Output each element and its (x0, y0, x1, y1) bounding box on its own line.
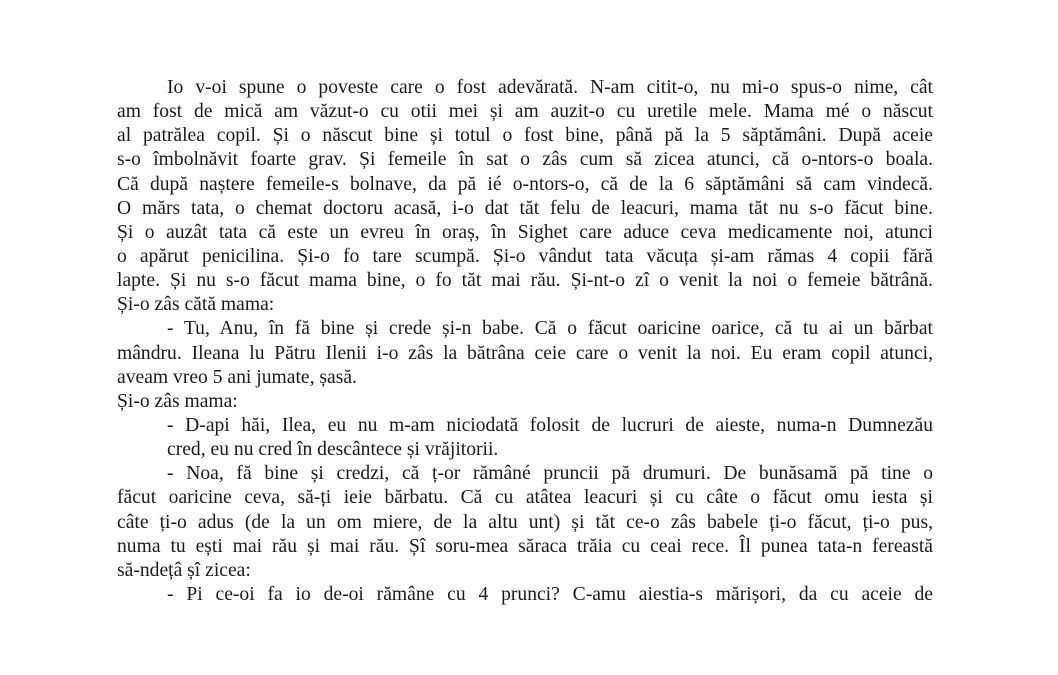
text-line: - Pi ce-oi fa io de-oi rămâne cu 4 prunci? C-amu aiestia-s mărișori, da cu aceie de (167, 583, 933, 605)
text-line: Că după naștere femeile-s bolnave, da pă ié o-ntors-o, că de la 6 săptămâni să cam vindecă. (117, 173, 933, 195)
text-line: numa tu ești mai rău și mai rău. Șî soru-mea săraca trăia cu ceai rece. Îl punea tata-n fereastă (117, 535, 933, 557)
text-line: s-o îmbolnăvit foarte grav. Și femeile în sat o zâs cum să zicea atunci, că o-ntors-o boala. (117, 149, 933, 171)
text-line: Și-o zâs mama: (117, 390, 238, 412)
text-line: să-ndețâ șî zicea: (117, 559, 251, 581)
text-line: o apărut penicilina. Și-o fo tare scumpă. Și-o vândut tata văcuța și-am rămas 4 copii fără (117, 245, 933, 267)
text-line: mândru. Ileana lu Pătru Ilenii i-o zâs la bătrâna ceie care o venit la noi. Eu eram copil atunci, (117, 342, 933, 364)
text-line: făcut oaricine ceva, să-ți ieie bărbatu. Că cu atâtea leacuri și cu câte o făcut omu iesta și (117, 487, 933, 509)
text-line: al patrălea copil. Și o născut bine și totul o fost bine, până pă la 5 săptămâni. După aceie (117, 125, 933, 147)
text-line: - D-api hăi, Ilea, eu nu m-am niciodată folosit de lucruri de aieste, numa-n Dumnezău (167, 414, 933, 436)
text-line: cred, eu nu cred în descântece și vrăjitorii. (167, 439, 499, 461)
text-line: O mărs tata, o chemat doctoru acasă, i-o dat tăt felu de leacuri, mama tăt nu s-o făcut bine. (117, 197, 933, 219)
text-line: Și o auzât tata că este un evreu în oraș, în Sighet care aduce ceva medicamente noi, atunci (117, 221, 933, 243)
text-line: Io v-oi spune o poveste care o fost adevărată. N-am citit-o, nu mi-o spus-o nime, cât (167, 77, 933, 98)
text-line: câte ți-o adus (de la un om miere, de la altu unt) și tăt ce-o zâs babele ți-o făcut, ți-o pus, (117, 511, 933, 533)
text-line: - Tu, Anu, în fă bine și crede și-n babe. Că o făcut oaricine oarice, că tu ai un bărbat (167, 318, 933, 340)
text-line: Și-o zâs cătă mama: (117, 294, 275, 316)
text-line: aveam vreo 5 ani jumate, șasă. (117, 366, 357, 388)
text-line: lapte. Și nu s-o făcut mama bine, o fo tăt mai rău. Și-nt-o zî o venit la noi o femeie bătrână. (117, 270, 933, 292)
text-line: am fost de mică am văzut-o cu otii mei și am auzit-o cu uretile mele. Mama mé o născut (117, 101, 933, 123)
text-line: - Noa, fă bine și credzi, că ț-or rămâné pruncii pă drumuri. De bunăsamă pă tine o (167, 463, 933, 485)
document-body-text (117, 76, 933, 607)
